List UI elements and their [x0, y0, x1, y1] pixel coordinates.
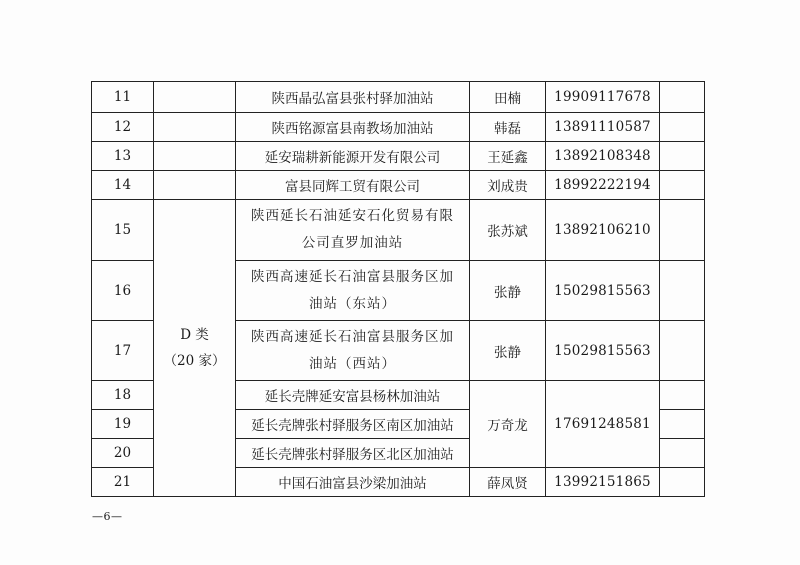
empty-cell [660, 142, 705, 171]
station-name: 陕西高速延长石油富县服务区加 油站（东站） [236, 261, 470, 321]
empty-cell [660, 439, 705, 468]
station-table [91, 81, 705, 497]
category-cell [154, 82, 236, 113]
row-number: 21 [92, 468, 154, 497]
station-name: 延长壳牌张村驿服务区南区加油站 [236, 410, 470, 439]
row-number: 16 [92, 261, 154, 321]
station-name: 延安瑞耕新能源开发有限公司 [236, 142, 470, 171]
station-name: 陕西铭源富县南教场加油站 [236, 113, 470, 142]
contact-name: 张静 [470, 321, 546, 381]
table-row [92, 171, 705, 200]
empty-cell [660, 321, 705, 381]
category-cell [154, 200, 236, 497]
phone-number: 15029815563 [546, 261, 660, 321]
row-number: 18 [92, 381, 154, 410]
table-row [92, 142, 705, 171]
contact-name: 薛凤贤 [470, 468, 546, 497]
phone-number: 18992222194 [546, 171, 660, 200]
page-number: —6— [92, 510, 123, 523]
category-count: （20 家） [163, 353, 226, 369]
category-cell [154, 113, 236, 142]
phone-number: 19909117678 [546, 82, 660, 113]
phone-number: 13992151865 [546, 468, 660, 497]
empty-cell [660, 261, 705, 321]
phone-number: 15029815563 [546, 321, 660, 381]
phone-number: 13892106210 [546, 200, 660, 261]
table-row [92, 200, 705, 261]
station-name: 陕西晶弘富县张村驿加油站 [236, 82, 470, 113]
empty-cell [660, 410, 705, 439]
row-number: 15 [92, 200, 154, 261]
row-number: 13 [92, 142, 154, 171]
station-name: 延长壳牌张村驿服务区北区加油站 [236, 439, 470, 468]
table-row [92, 113, 705, 142]
row-number: 19 [92, 410, 154, 439]
station-name: 陕西高速延长石油富县服务区加 油站（西站） [236, 321, 470, 381]
phone-number: 13892108348 [546, 142, 660, 171]
empty-cell [660, 171, 705, 200]
row-number: 14 [92, 171, 154, 200]
row-number: 17 [92, 321, 154, 381]
empty-cell [660, 82, 705, 113]
contact-name: 万奇龙 [470, 381, 546, 468]
empty-cell [660, 381, 705, 410]
empty-cell [660, 113, 705, 142]
row-number: 20 [92, 439, 154, 468]
phone-number: 13891110587 [546, 113, 660, 142]
empty-cell [660, 468, 705, 497]
category-cell [154, 142, 236, 171]
contact-name: 王延鑫 [470, 142, 546, 171]
contact-name: 张静 [470, 261, 546, 321]
table-row [92, 82, 705, 113]
phone-number: 17691248581 [546, 381, 660, 468]
row-number: 12 [92, 113, 154, 142]
station-name: 中国石油富县沙梁加油站 [236, 468, 470, 497]
category-cell [154, 171, 236, 200]
contact-name: 田楠 [470, 82, 546, 113]
empty-cell [660, 200, 705, 261]
contact-name: 韩磊 [470, 113, 546, 142]
row-number: 11 [92, 82, 154, 113]
contact-name: 张苏斌 [470, 200, 546, 261]
contact-name: 刘成贵 [470, 171, 546, 200]
station-name: 延长壳牌延安富县杨林加油站 [236, 381, 470, 410]
category-label: D 类 [180, 327, 209, 343]
station-name: 富县同辉工贸有限公司 [236, 171, 470, 200]
station-name: 陕西延长石油延安石化贸易有限 公司直罗加油站 [236, 200, 470, 261]
